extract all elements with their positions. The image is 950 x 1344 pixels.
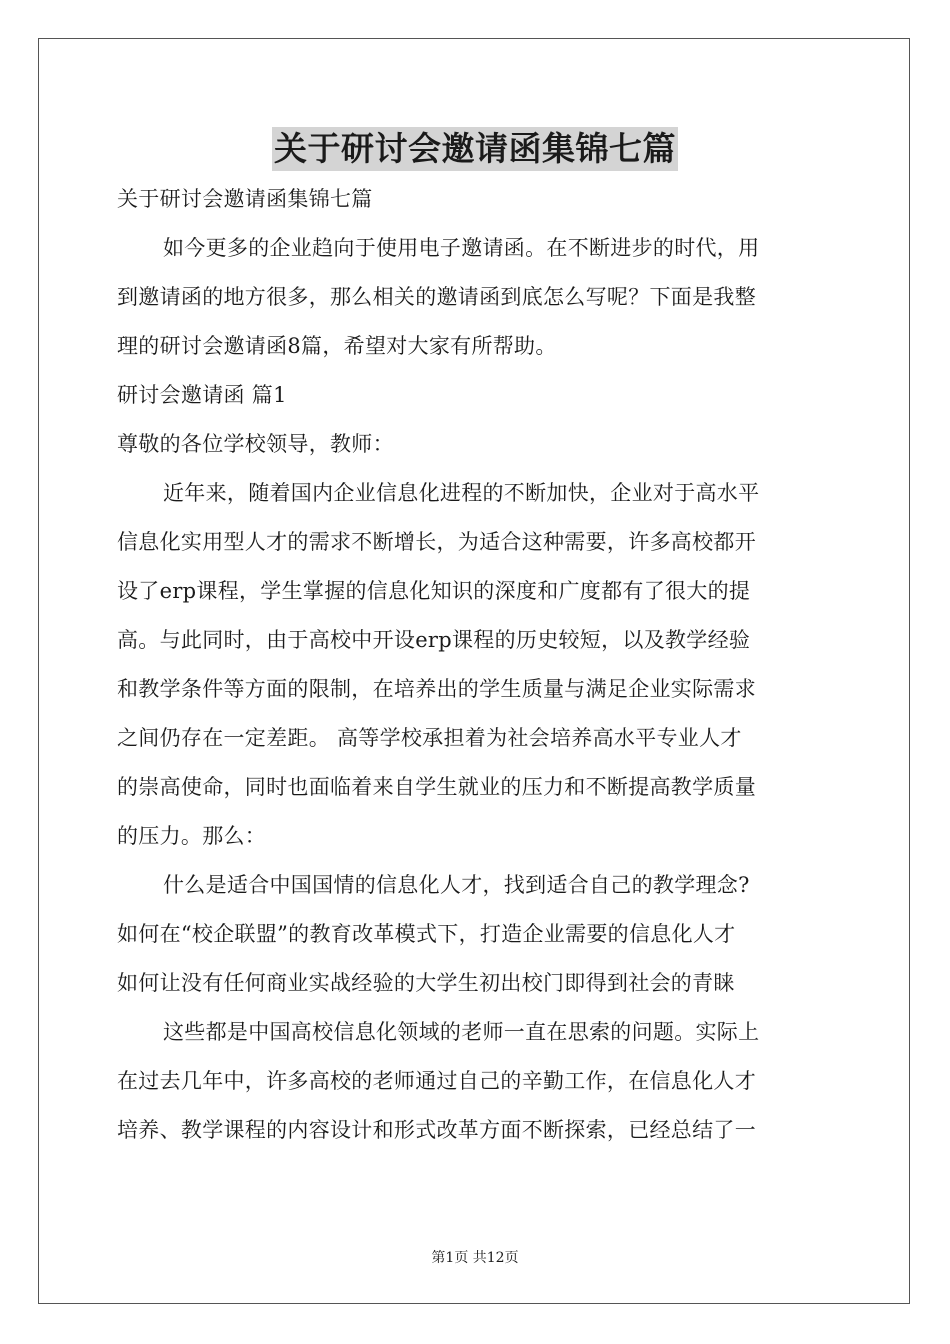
text-line: 如何让没有任何商业实战经验的大学生初出校门即得到社会的青睐	[117, 971, 735, 995]
text-line: 如今更多的企业趋向于使用电子邀请函。在不断进步的时代，用	[163, 236, 760, 260]
text-line: 在过去几年中，许多高校的老师通过自己的辛勤工作，在信息化人才	[117, 1069, 756, 1093]
text-line: 这些都是中国高校信息化领域的老师一直在思索的问题。实际上	[163, 1020, 760, 1044]
text-line: 信息化实用型人才的需求不断增长，为适合这种需要，许多高校都开	[117, 530, 756, 554]
text-line: 的崇高使命，同时也面临着来自学生就业的压力和不断提高教学质量	[117, 775, 756, 799]
text-line: 的压力。那么：	[117, 824, 267, 848]
page-footer: 第1页 共12页	[431, 1250, 519, 1266]
text-line: 到邀请函的地方很多，那么相关的邀请函到底怎么写呢？下面是我整	[117, 285, 756, 309]
document-title: 关于研讨会邀请函集锦七篇	[272, 127, 678, 171]
title-container	[0, 127, 950, 171]
text-line: 设了erp课程，学生掌握的信息化知识的深度和广度都有了很大的提	[117, 579, 751, 603]
text-line: 如何在“校企联盟”的教育改革模式下，打造企业需要的信息化人才	[117, 922, 736, 946]
document-body	[117, 175, 837, 1155]
text-line: 尊敬的各位学校领导，教师：	[117, 432, 394, 456]
text-line: 培养、教学课程的内容设计和形式改革方面不断探索，已经总结了一	[117, 1118, 756, 1142]
text-line: 近年来，随着国内企业信息化进程的不断加快，企业对于高水平	[163, 481, 760, 505]
text-line: 关于研讨会邀请函集锦七篇	[117, 187, 373, 211]
text-line: 高。与此同时，由于高校中开设erp课程的历史较短，以及教学经验	[117, 628, 751, 652]
text-line: 理的研讨会邀请函8篇，希望对大家有所帮助。	[117, 334, 557, 358]
text-line: 和教学条件等方面的限制，在培养出的学生质量与满足企业实际需求	[117, 677, 756, 701]
text-line: 什么是适合中国国情的信息化人才，找到适合自己的教学理念?	[163, 873, 750, 897]
text-line: 研讨会邀请函 篇1	[117, 383, 287, 407]
text-line: 之间仍存在一定差距。 高等学校承担着为社会培养高水平专业人才	[117, 726, 742, 750]
